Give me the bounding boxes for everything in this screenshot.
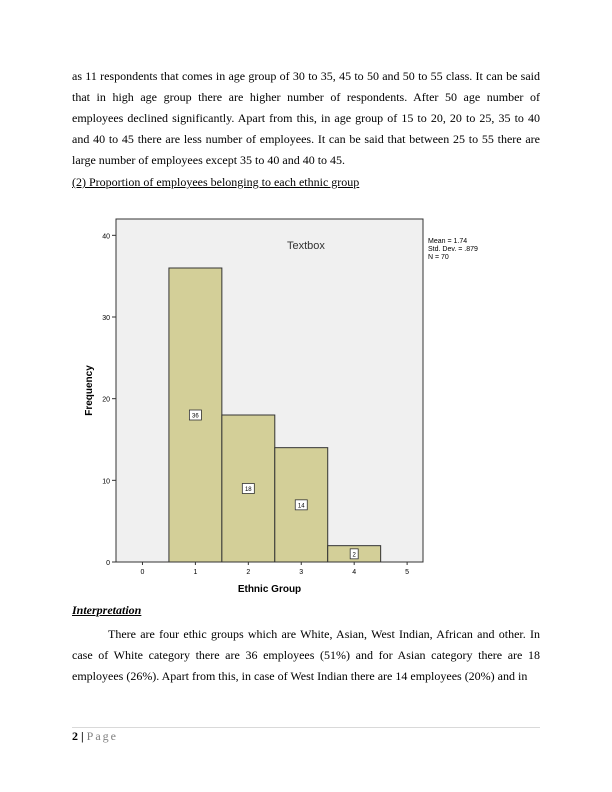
page-number: 2 [72,729,78,743]
page-footer [72,728,118,744]
chart-title: Textbox [287,240,325,252]
interpretation-paragraph [72,624,540,687]
y-tick-label: 40 [102,233,110,241]
x-axis-label: Ethnic Group [237,584,302,595]
y-tick-label: 10 [102,478,110,486]
body-paragraph: as 11 respondents that comes in age group of 30 to 35, 45 to 50 and 50 to 55 class. It can be said that in high age group there are higher number of respondents. After 50 age number of employees declined significantly. Apart from this, in age group of 15 to 20, 20 to 25, 35 to 40 and 40 to 45 there are less number of employees. It can be said that between 25 to 55 there are large number of employees except 35 to 40 and 40 to 45. [72,69,540,167]
y-tick-label: 30 [102,315,110,322]
stats-line: N = 70 [428,254,449,261]
x-tick-label: 3 [299,569,304,576]
page-label: Page [86,729,118,743]
x-tick-label: 1 [193,569,198,576]
x-axis [141,562,410,576]
footer-divider [72,727,540,728]
interpretation-line: There are four ethic groups which are White, Asian, West Indian, African and other. In [108,627,540,641]
section-heading: (2) Proportion of employees belonging to each ethnic group [72,175,360,189]
stats-line: Mean = 1.74 [428,238,468,245]
stats-box [428,238,478,261]
stats-line: Std. Dev. = .879 [428,246,478,253]
y-tick-label: 0 [106,560,110,567]
histogram-svg [70,205,540,600]
footer-separator: | [81,729,84,743]
histogram-chart [70,205,540,600]
data-label: 18 [244,487,252,493]
data-label: 14 [297,503,305,510]
interpretation-line: employees (26%). Apart from this, in case of West Indian there are 14 employees (20%) and in [72,669,528,683]
data-label: 36 [192,413,199,420]
interpretation-line: case of White category there are 36 employees (51%) and for Asian category there are 18 [72,648,540,662]
data-label: 2 [352,552,356,559]
y-axis-label: Frequency [84,365,95,416]
x-tick-label: 5 [405,569,410,576]
y-tick-label: 20 [102,396,110,404]
interpretation-heading: Interpretation [72,603,142,617]
x-tick-label: 2 [246,569,251,576]
y-axis [102,233,116,567]
x-tick-label: 4 [352,569,357,576]
x-tick-label: 0 [140,569,145,576]
